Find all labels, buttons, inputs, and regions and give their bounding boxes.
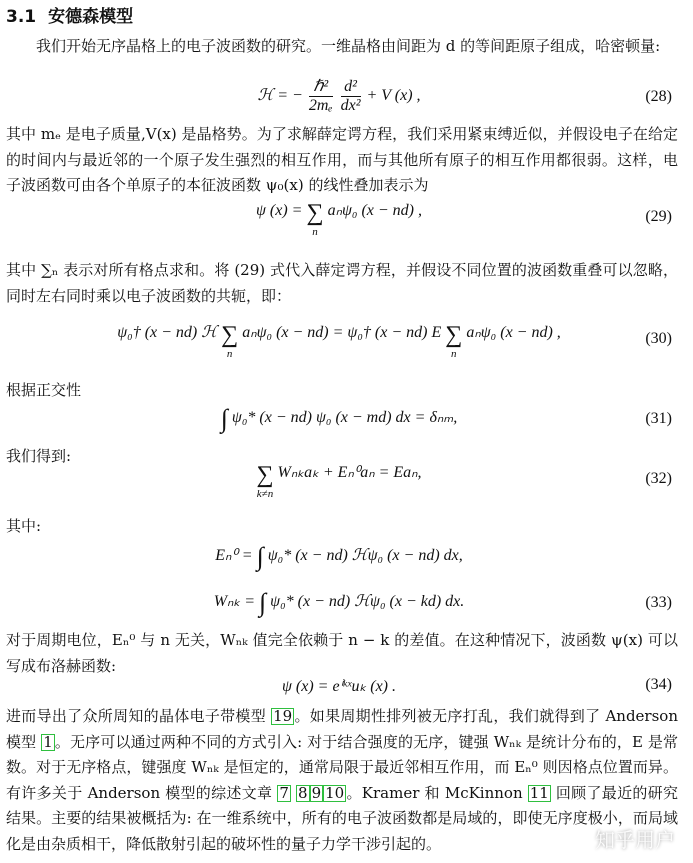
eq33b-body: ψ₀* (x − nd) ℋψ₀ (x − kd) dx. [270, 593, 465, 610]
eq33b-integral: ∫ [259, 588, 267, 617]
paragraph-2: 其中 mₑ 是电子质量,V(x) 是晶格势。为了求解薛定谔方程，我们采用紧束缚近似，并假设电子在给定的时间内与最近邻的一个原子发生强烈的相互作用，而与其他所有原子的相互作用都很弱。这样，电子波函数可由各个单原子的本征波函数 ψ₀(x) 的线性叠加表示为 [6, 125, 678, 194]
eq32-sum: ∑ k≠n [256, 462, 274, 500]
eq29-lhs: ψ (x) = [255, 202, 307, 219]
eq30-tag: (30) [645, 330, 672, 347]
p8-text-c: 。无序可以通过两种不同的方式引入: 对于结合强度的无序，键强 Wₙₖ 是统计分布的，E 是常数。对于无序格点，键强度 Wₙₖ 是恒定的，通常局限于最近邻相互作用，而 Eₙ⁰ 则因格点位置而异。有许多关于 Anderson 模型的综述文章 [6, 732, 678, 802]
eq33a-body: ψ₀* (x − nd) ℋψ₀ (x − nd) dx, [267, 547, 463, 564]
eq32-body: Wₙₖaₖ + Eₙ⁰aₙ = Eaₙ, [277, 464, 422, 481]
eq30-part-c: aₙψ₀ (x − nd) , [466, 324, 561, 341]
paragraph-1: 我们开始无序晶格上的电子波函数的研究。一维晶格由间距为 d 的等间距原子组成，哈密顿量: [36, 37, 661, 55]
p8-text-d: 。Kramer 和 McKinnon [346, 783, 528, 802]
eq30-part-b: aₙψ₀ (x − nd) = ψ₀† (x − nd) E [242, 324, 446, 341]
section-number: 3.1 [6, 7, 37, 27]
eq34-tag: (34) [645, 676, 672, 693]
section-heading [6, 2, 133, 27]
citation-11[interactable]: 11 [529, 783, 549, 802]
paragraph-4: 根据正交性 [6, 381, 82, 399]
zhihu-watermark: 知乎用户 [595, 828, 675, 852]
eq29-sum-index: n [312, 226, 318, 238]
eq28-frac1-num: ℏ² [309, 78, 333, 97]
section-title-text: 安德森模型 [48, 7, 134, 27]
equation-31 [0, 400, 678, 440]
eq28-frac2-den: dx² [340, 97, 361, 114]
eq32-sum-index: k≠n [256, 488, 274, 500]
citation-19[interactable]: 19 [273, 707, 293, 725]
eq28-frac1-den: 2mₑ [308, 97, 333, 114]
equation-29 [0, 200, 678, 240]
eq30-sum-2-index: n [451, 348, 457, 360]
eq30-part-a: ψ₀† (x − nd) ℋ [117, 324, 222, 341]
eq29-rhs: aₙψ₀ (x − nd) , [327, 202, 423, 219]
citation-1[interactable]: 1 [43, 732, 53, 751]
citation-7[interactable]: 7 [279, 783, 289, 802]
paragraph-7: 对于周期电位，Eₙ⁰ 与 n 无关，Wₙₖ 值完全依赖于 n − k 的差值。在这种情况下，波函数 ψ(x) 可以写成布洛赫函数: [6, 631, 678, 675]
eq34-body: ψ (x) = eⁱᵏˣuₖ (x) . [281, 678, 397, 695]
p8-text-b: 。如果周期性排列被无序打乱，我们就得到了 Anderson 模型 [6, 707, 678, 751]
eq29-tag: (29) [645, 208, 672, 225]
equation-28 [0, 78, 678, 118]
eq30-sum-1: ∑ n [221, 322, 239, 360]
eq33a-lhs: Eₙ⁰ = [215, 547, 257, 564]
paragraph-8 [6, 704, 678, 857]
eq28-frac2-num: d² [341, 78, 361, 97]
eq30-sum-1-index: n [226, 348, 233, 360]
equation-33a [0, 538, 678, 578]
citation-10[interactable]: 10 [325, 783, 345, 802]
eq29-sum: ∑ n [306, 200, 324, 238]
p8-text-e: 回顾了最近的研究结果。主要的结果被概括为: 在一维系统中，所有的电子波函数都是局域的，即使无序度极小，而局域化是由杂质相干，降低散射引起的破坏性的量子力学干涉引起的。 [6, 783, 678, 853]
citation-9[interactable]: 9 [311, 783, 322, 802]
equation-32 [0, 462, 678, 502]
eq28-rhs: + V (x) , [366, 87, 421, 105]
paragraph-3: 其中 ∑ₙ 表示对所有格点求和。将 (29) 式代入薛定谔方程，并假设不同位置的波函数重叠可以忽略，同时左右同时乘以电子波函数的共轭，即： [6, 261, 678, 305]
eq30-sum-2: ∑ n [445, 322, 463, 360]
eq28-tag: (28) [645, 88, 672, 105]
eq33a-integral: ∫ [256, 542, 264, 571]
eq31-body: ψ₀* (x − nd) ψ₀ (x − md) dx = δₙₘ, [231, 409, 458, 426]
eq28-frac2 [341, 78, 361, 115]
paragraph-5: 我们得到: [6, 447, 72, 465]
eq33-tag: (33) [645, 594, 672, 611]
equation-30 [0, 322, 678, 362]
p8-text-a: 进而导出了众所周知的晶体电子带模型 [6, 707, 272, 725]
eq31-integral: ∫ [220, 404, 228, 433]
eq33b-lhs: Wₙₖ = [213, 593, 260, 610]
citation-8[interactable]: 8 [298, 783, 308, 802]
eq32-tag: (32) [645, 470, 672, 487]
eq31-tag: (31) [645, 410, 672, 427]
eq28-frac1 [309, 78, 333, 115]
equation-33b [0, 584, 678, 624]
paragraph-6: 其中: [6, 517, 42, 535]
eq28-lhs: ℋ = − [257, 87, 303, 105]
